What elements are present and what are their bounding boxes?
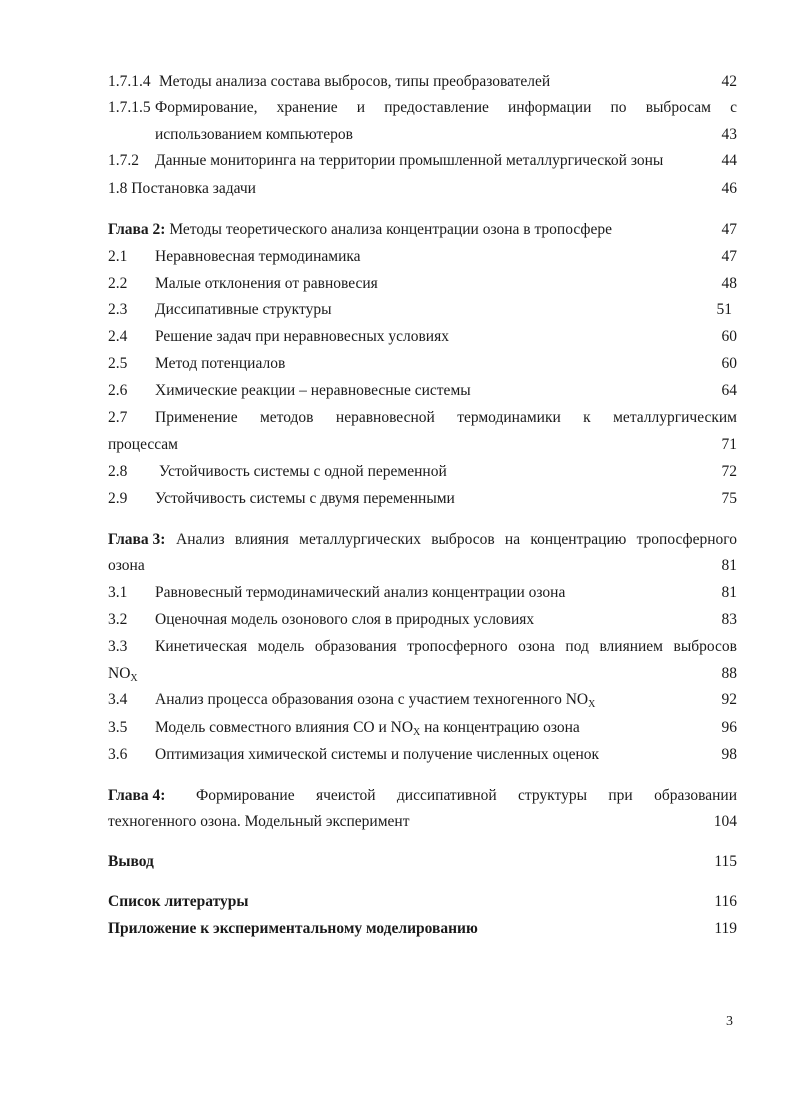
entry-title: Решение задач при неравновесных условиях	[155, 328, 449, 345]
toc-chapter-2	[108, 220, 737, 240]
chapter-title: Формирование ячеистой диссипативной структуры при образовании	[196, 787, 737, 804]
chapter-title-continued: техногенного озона. Модельный эксперимент	[108, 813, 410, 830]
toc-entry-3-3	[108, 637, 737, 657]
toc-entry-2-7-cont	[108, 435, 737, 455]
entry-number: 3.5	[108, 719, 128, 736]
entry-page: 51	[716, 301, 732, 318]
toc-entry-2-8	[108, 462, 737, 482]
toc-entry-2-4	[108, 327, 737, 347]
entry-title: Приложение к экспериментальному моделированию	[108, 920, 478, 937]
entry-number: 1.7.1.4	[108, 73, 151, 90]
entry-page: 83	[721, 611, 737, 628]
entry-title: Применение методов неравновесной термодинамики к металлургическим	[155, 409, 737, 426]
entry-title-rest: на концентрацию озона	[420, 719, 580, 736]
toc-chapter-4	[108, 786, 737, 806]
toc-appendix	[108, 919, 737, 939]
entry-number: 2.7	[108, 409, 128, 426]
toc-entry-3-6	[108, 745, 737, 765]
entry-title: Формирование, хранение и предоставление информации по выбросам с	[155, 99, 737, 116]
toc-chapter-3	[108, 530, 737, 550]
entry-title: Оптимизация химической системы и получение численных оценок	[155, 746, 600, 763]
entry-number: 2.3	[108, 301, 128, 318]
entry-page: 115	[714, 853, 737, 870]
entry-number: 1.7.1.5	[108, 99, 151, 116]
entry-page: 81	[721, 557, 737, 574]
subscript: X	[130, 673, 138, 684]
toc-entry-2-7	[108, 408, 737, 428]
entry-page: 48	[721, 275, 737, 292]
toc-entry-2-2	[108, 274, 737, 294]
entry-title: Кинетическая модель образования тропосферного озона под влиянием выбросов	[155, 638, 737, 655]
subscript: X	[588, 699, 596, 710]
entry-page: 47	[721, 221, 737, 238]
entry-page: 46	[721, 180, 737, 197]
toc-entry-3-2	[108, 610, 737, 630]
toc-references	[108, 892, 737, 912]
toc-entry-1-7-1-5-cont	[108, 125, 737, 145]
entry-page: 72	[721, 463, 737, 480]
entry-title: Малые отклонения от равновесия	[155, 275, 378, 292]
toc-entry-3-1	[108, 583, 737, 603]
toc-entry-2-3	[108, 300, 737, 320]
entry-title: Анализ процесса образования озона с участием техногенного NO	[155, 691, 589, 708]
entry-page: 60	[721, 328, 737, 345]
toc-chapter-3-cont	[108, 556, 737, 576]
entry-title: Химические реакции – неравновесные системы	[155, 382, 471, 399]
entry-title: Устойчивость системы с двумя переменными	[155, 490, 455, 507]
entry-page: 60	[721, 355, 737, 372]
entry-page: 71	[721, 436, 737, 453]
entry-title: Диссипативные структуры	[155, 301, 332, 318]
entry-number: 2.4	[108, 328, 128, 345]
entry-title: Методы анализа состава выбросов, типы преобразователей	[159, 73, 551, 90]
toc-entry-1-8	[108, 179, 737, 199]
entry-number: 2.8	[108, 463, 128, 480]
entry-title-continued: NO	[108, 665, 131, 682]
toc-entry-1-7-1-4	[108, 72, 737, 92]
toc-entry-1-7-2	[108, 151, 737, 171]
entry-title: Устойчивость системы с одной переменной	[159, 463, 447, 480]
page-number: 3	[726, 1014, 733, 1029]
toc-entry-2-1	[108, 247, 737, 267]
entry-page: 64	[721, 382, 737, 399]
entry-number: 3.2	[108, 611, 128, 628]
chapter-title: Анализ влияния металлургических выбросов на концентрацию тропосферного	[176, 531, 737, 548]
entry-number: 3.1	[108, 584, 128, 601]
entry-page: 119	[714, 920, 737, 937]
entry-number: 3.3	[108, 638, 128, 655]
entry-number: 2.1	[108, 248, 128, 265]
chapter-label: Глава 2:	[108, 221, 166, 238]
chapter-title: Методы теоретического анализа концентрации озона в тропосфере	[169, 221, 612, 238]
subscript: X	[413, 727, 421, 738]
entry-page: 92	[721, 691, 737, 708]
toc-chapter-4-cont	[108, 812, 737, 832]
entry-page: 42	[721, 73, 737, 90]
entry-title: Вывод	[108, 853, 154, 870]
entry-page: 88	[721, 665, 737, 682]
toc-entry-3-4	[108, 690, 737, 710]
toc-conclusion	[108, 852, 737, 872]
entry-number: 3.4	[108, 691, 128, 708]
entry-number: 2.9	[108, 490, 128, 507]
entry-title: Неравновесная термодинамика	[155, 248, 361, 265]
entry-number: 2.5	[108, 355, 128, 372]
toc-entry-2-9	[108, 489, 737, 509]
entry-page: 47	[721, 248, 737, 265]
toc-entry-2-6	[108, 381, 737, 401]
entry-page: 98	[721, 746, 737, 763]
entry-page: 75	[721, 490, 737, 507]
entry-page: 96	[721, 719, 737, 736]
entry-number: 2.2	[108, 275, 128, 292]
entry-page: 44	[721, 152, 737, 169]
entry-number: 3.6	[108, 746, 128, 763]
chapter-label: Глава 3:	[108, 531, 166, 548]
entry-page: 116	[714, 893, 737, 910]
entry-title: Модель совместного влияния CO и NO	[155, 719, 414, 736]
toc-entry-3-3-cont	[108, 664, 737, 684]
entry-title: Данные мониторинга на территории промышленной металлургической зоны	[155, 152, 664, 169]
toc-entry-2-5	[108, 354, 737, 374]
entry-number: 1.7.2	[108, 152, 139, 169]
entry-title-continued: процессам	[108, 436, 178, 453]
chapter-title-continued: озона	[108, 557, 145, 574]
entry-title: 1.8 Постановка задачи	[108, 180, 256, 197]
entry-title: Список литературы	[108, 893, 249, 910]
entry-title: Оценочная модель озонового слоя в природных условиях	[155, 611, 535, 628]
toc-entry-1-7-1-5	[108, 98, 737, 118]
entry-page: 43	[721, 126, 737, 143]
toc-entry-3-5	[108, 718, 737, 738]
entry-page: 81	[721, 584, 737, 601]
entry-page: 104	[713, 813, 737, 830]
entry-title: Метод потенциалов	[155, 355, 286, 372]
entry-number: 2.6	[108, 382, 128, 399]
entry-title-continued: использованием компьютеров	[155, 126, 353, 143]
entry-title: Равновесный термодинамический анализ концентрации озона	[155, 584, 566, 601]
chapter-label: Глава 4:	[108, 787, 166, 804]
